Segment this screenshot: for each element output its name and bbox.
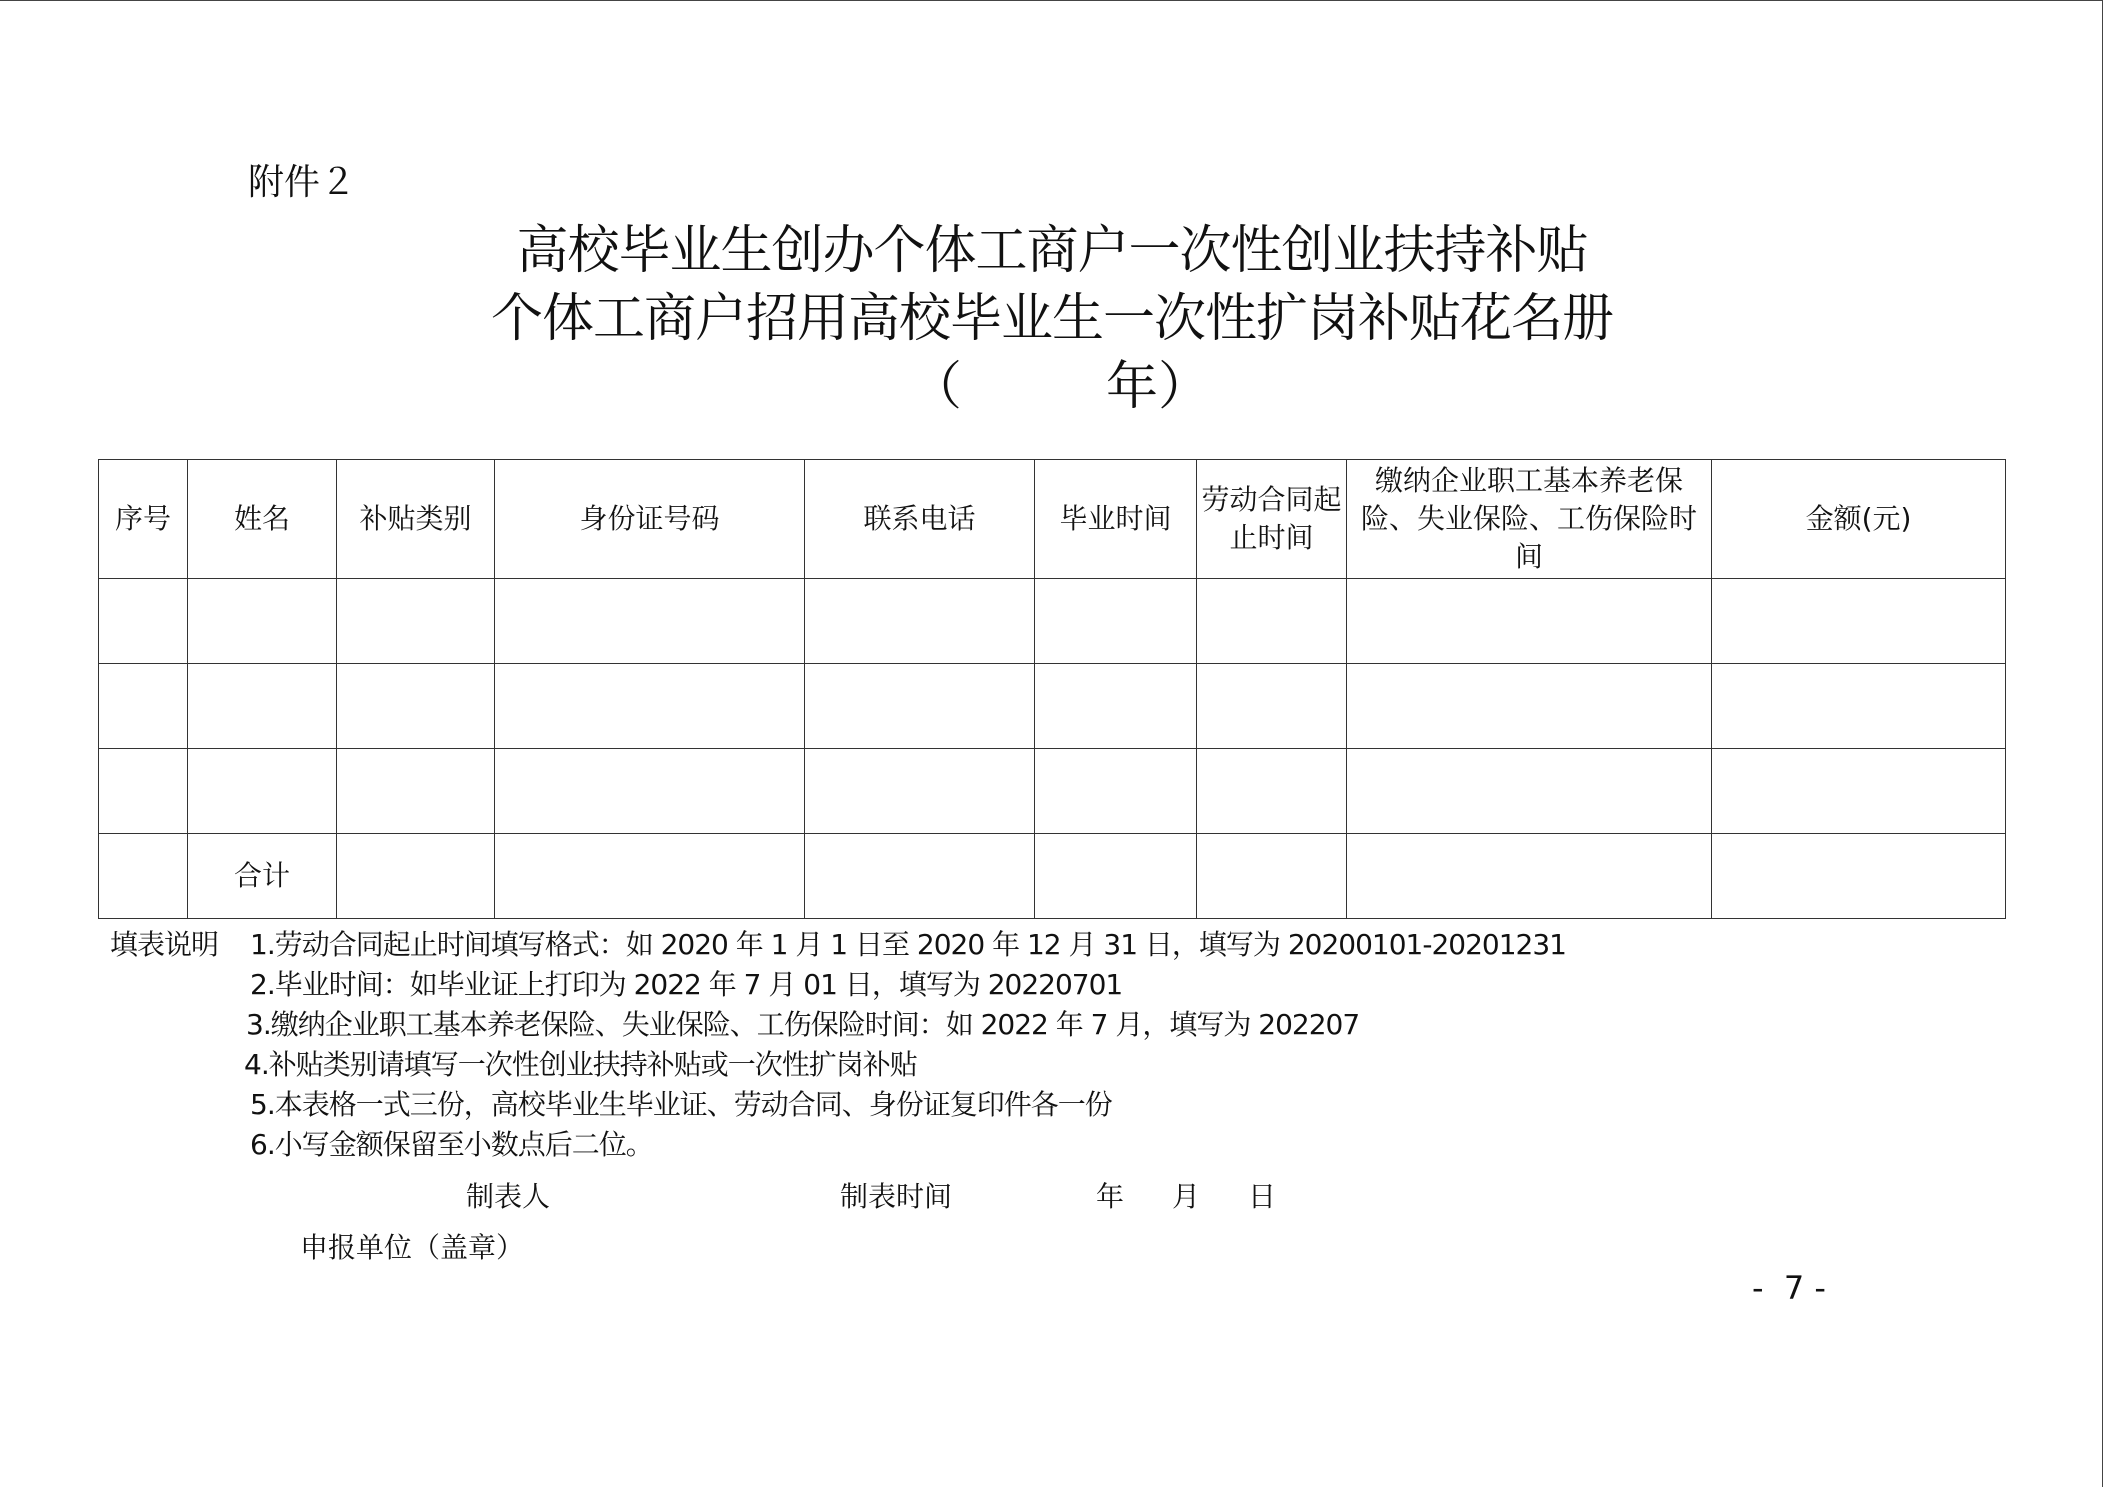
table-cell[interactable] <box>495 834 805 919</box>
year-label: 年 <box>1096 1180 1125 1213</box>
table-cell[interactable] <box>1197 579 1347 664</box>
table-cell[interactable] <box>188 749 337 834</box>
table-cell[interactable] <box>99 664 188 749</box>
year-open-paren: （ <box>910 357 963 417</box>
table-row <box>99 579 2006 664</box>
note-item-6: 6.小写金额保留至小数点后二位。 <box>250 1128 653 1161</box>
attachment-label: 附件２ <box>248 162 357 203</box>
table-cell[interactable] <box>1712 579 2006 664</box>
table-cell[interactable] <box>1197 664 1347 749</box>
table-cell[interactable] <box>337 749 495 834</box>
table-cell[interactable] <box>495 664 805 749</box>
table-cell[interactable] <box>337 579 495 664</box>
total-amount-cell[interactable] <box>1712 834 2006 919</box>
year-close: 年） <box>1106 357 1211 417</box>
table-cell[interactable] <box>1035 579 1197 664</box>
table-cell[interactable] <box>1347 834 1712 919</box>
table-cell[interactable] <box>1035 834 1197 919</box>
table-cell[interactable] <box>99 749 188 834</box>
table-header-row <box>99 460 2006 579</box>
table-cell[interactable] <box>1347 579 1712 664</box>
header-insurance-period: 缴纳企业职工基本养老保险、失业保险、工伤保险时间 <box>1347 460 1712 579</box>
header-graduation-time: 毕业时间 <box>1035 460 1197 579</box>
month-label: 月 <box>1172 1180 1201 1213</box>
year-line <box>900 354 1211 420</box>
table-cell[interactable] <box>337 664 495 749</box>
title-line-2: 个体工商户招用高校毕业生一次性扩岗补贴花名册 <box>490 289 1613 349</box>
reporting-unit-label: 申报单位（盖章） <box>300 1231 525 1264</box>
table-cell[interactable] <box>1197 834 1347 919</box>
page-number: - 7 - <box>1752 1269 1826 1307</box>
notes-label: 填表说明 <box>110 928 219 961</box>
table-cell[interactable] <box>805 579 1035 664</box>
header-name: 姓名 <box>188 460 337 579</box>
header-amount: 金额(元) <box>1712 460 2006 579</box>
roster-table <box>98 459 2006 919</box>
table-cell[interactable] <box>99 579 188 664</box>
table-row <box>99 664 2006 749</box>
total-label: 合计 <box>188 834 337 919</box>
table-cell[interactable] <box>1347 749 1712 834</box>
table-cell[interactable] <box>1712 664 2006 749</box>
table-cell[interactable] <box>1347 664 1712 749</box>
title-line-1: 高校毕业生创办个体工商户一次性创业扶持补贴 <box>516 221 1588 281</box>
header-id-number: 身份证号码 <box>495 460 805 579</box>
note-item-2: 2.毕业时间：如毕业证上打印为 2022 年 7 月 01 日，填写为 20220701 <box>250 968 1123 1001</box>
table-row <box>99 749 2006 834</box>
note-item-4: 4.补贴类别请填写一次性创业扶持补贴或一次性扩岗补贴 <box>244 1048 917 1081</box>
table-cell[interactable] <box>805 664 1035 749</box>
day-label: 日 <box>1248 1180 1277 1213</box>
header-phone: 联系电话 <box>805 460 1035 579</box>
table-cell[interactable] <box>1035 749 1197 834</box>
note-item-1: 1.劳动合同起止时间填写格式：如 2020 年 1 月 1 日至 2020 年 12 月 31 日，填写为 20200101-20201231 <box>250 928 1566 961</box>
table-total-row <box>99 834 2006 919</box>
table-cell[interactable] <box>1712 749 2006 834</box>
header-subsidy-type: 补贴类别 <box>337 460 495 579</box>
table-cell[interactable] <box>188 579 337 664</box>
prep-time-label: 制表时间 <box>840 1180 953 1213</box>
table-cell[interactable] <box>1197 749 1347 834</box>
table-cell[interactable] <box>805 834 1035 919</box>
table-cell[interactable] <box>805 749 1035 834</box>
header-serial: 序号 <box>99 460 188 579</box>
note-item-3: 3.缴纳企业职工基本养老保险、失业保险、工伤保险时间：如 2022 年 7 月，填写为 202207 <box>246 1008 1360 1041</box>
note-item-5: 5.本表格一式三份，高校毕业生毕业证、劳动合同、身份证复印件各一份 <box>250 1088 1112 1121</box>
header-contract-period: 劳动合同起止时间 <box>1197 460 1347 579</box>
table-cell[interactable] <box>188 664 337 749</box>
table-cell[interactable] <box>495 579 805 664</box>
table-cell[interactable] <box>495 749 805 834</box>
preparer-label: 制表人 <box>466 1180 551 1213</box>
table-cell[interactable] <box>1035 664 1197 749</box>
table-cell[interactable] <box>99 834 188 919</box>
table-cell[interactable] <box>337 834 495 919</box>
